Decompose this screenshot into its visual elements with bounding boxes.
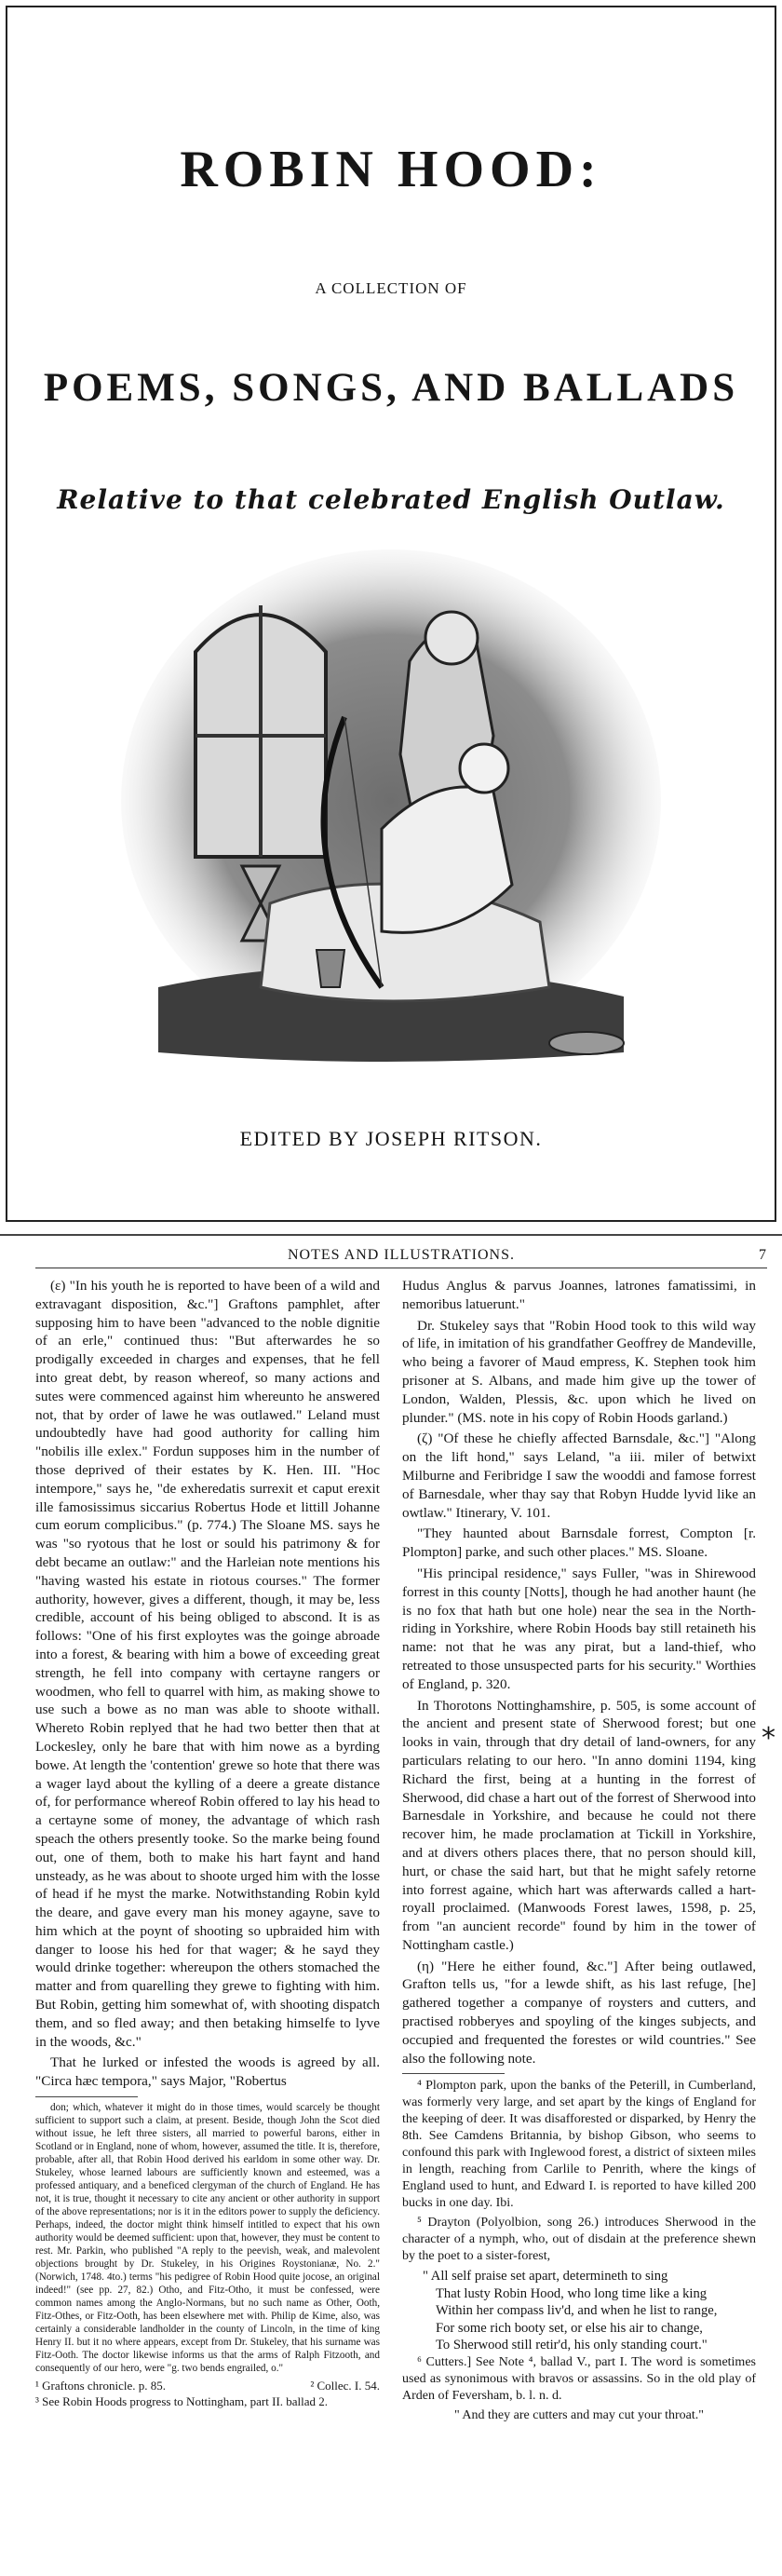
footnote-ref: ¹ Graftons chronicle. p. 85.: [35, 2379, 166, 2393]
verse-line: That lusty Robin Hood, who long time like a king: [436, 2285, 708, 2301]
book-title: ROBIN HOOD:: [180, 141, 602, 198]
left-column: [35, 1277, 380, 2409]
footnote-references: [35, 2378, 380, 2409]
verse-quotation: [423, 2268, 756, 2354]
note-paragraph: In Thorotons Nottinghamshire, p. 505, is some account of the ancient and present state of Sherwood forest; but one looks in vain, through that dry detail of land-owners, for any particulars relating to our hero. "In anno domini 1194, king Richard the first, being at a hunting in the forrest of Sherwood, did chase a hart out of the forrest of Sherwood into Barnesdale in Yorkshire, and because he could not there recover him, he made proclamation at Tickill in Yorkshire, and at divers others places there, that no person should kill, hurt, or chase the said hart, but that he might safely retorne into forrest againe, which hart was afterwards called a hart-royall proclaimed. (Manwoods Forest lawes, 1598, p. 25, from "an auncient recorde" found by him in the tower of Nottingham castle.): [402, 1697, 756, 1953]
note-paragraph-zeta: (ζ) "Of these he chiefly affected Barnsdale, &c."] "Along on the lift hond," says Leland, "a iii. miler of betwixt Milburne and Feribridge I saw the wooddi and famose forrest of Barnesdale, wher thay say that Robyn Hudde lyvid like an owtlaw." Itinerary, V. 101.: [402, 1430, 756, 1521]
margin-asterisk: *: [762, 1722, 775, 1755]
footnote: ⁴ Plompton park, upon the banks of the Peterill, in Cumberland, was formerly very large, and set apart by the kings of England for the keeping of deer. It was disafforested or disparked, by Henry the 8th. See Camdens Britannia, by bishop Gibson, who seems to confound this park with Inglewood forest, a district of sixteen miles in length, reaching from Carlile to Penrith, where the kings of England used to hunt, and Edward I. is reported to have killed 200 bucks in one day. Ibi.: [402, 2079, 756, 2211]
note-paragraph-eta: (η) "Here he either found, &c."] After being outlawed, Grafton tells us, "for a lewde shift, as his last refuge, [he] gathered together a companye of roysters and cutters, and practised robberyes and spoyling of the kinges subjects, and occupied and frequented the forestes or wild countries." See also the following note.: [402, 1958, 756, 2067]
page-number: 7: [759, 1247, 767, 1263]
footnote: ⁵ Drayton (Polyolbion, song 26.) introduces Sherwood in the character of a nymph, who, out of disdain at the preference shewn by the poet to a sister-forest,: [402, 2216, 756, 2264]
title-page: [0, 0, 782, 1234]
note-paragraph: "They haunted about Barnsdale forrest, Compton [r. Plompton] parke, and such other places." MS. Sloane.: [402, 1525, 756, 1561]
footnote-divider: [35, 2096, 138, 2097]
engraving-illustration: [102, 549, 680, 1090]
footnote-ref: ³ See Robin Hoods progress to Nottingham, part II. ballad 2.: [35, 2394, 329, 2409]
right-column: [402, 1277, 756, 2427]
book-big-title: POEMS, SONGS, AND BALLADS: [43, 366, 739, 410]
note-paragraph: "His principal residence," says Fuller, "was in Shirewood forrest in this county [Notts], though he had another haunt (he is no fox that hath but one hole) near the sea in the North-riding in Yorkshire, where Robin Hoods bay still retaineth his name: not that he was any pirat, but a land-thief, who retreated to those unsuspected parts for his security." Worthies of England, p. 320.: [402, 1565, 756, 1692]
goblet: [317, 950, 344, 987]
header-title: NOTES AND ILLUSTRATIONS.: [288, 1247, 515, 1263]
note-paragraph-epsilon: (ε) "In his youth he is reported to have been of a wild and extravagant disposition, &c."] Graftons pamphlet, after supposing him to have been "advanced to the noble dignitie of an erle," continued thus: "But afterwardes he so prodigally exceeded in charges and expenses, that he fell into great debt, by reason whereof, so many actions and sutes were commenced against him whereunto he answered not, that by order of lawe he was outlawed." Leland must undoubtedly have had good authority for calling him "nobilis ille exlex." Fordun supposes him in the number of those deprived of their estates by K. Hen. III. "Hoc intempore," says he, "de exheredatis surrexit et caput erexit ille famosissimus siccarius Robertus Hode et littill Johanne cum eorum complicibus." (p. 774.) The Sloane MS. says he was "so ryotous that he lost or sould his patrimony & for debt became an outlaw:" and the Harleian note mentions his "having wasted his estate in riotous courses." The former authority, however, gives a different, though, it may be, less credible, account of his being obliged to abscond. It is as follows: "One of his first exploytes was the goinge abroade into a forest, & bearing with him a bowe of exceeding great strength, he fell into company with certayne rangers or woodmen, who fell to quarrel with him, as making showe to use such a bowe as no man was able to shoote withall. Whereto Robin replyed that he had two better then that at Lockesley, only he bare that with him nowe as a byrding bowe. At length the 'contention' grewe so hote that there was a wager layd about the kylling of a deere a greate distance of, for performance whereof Robin offered to lay his head to a certayne some of money, the advantage of which rash speach the others presently tooke. So the marke being found out, one of them, both to make his hart faynt and hand unsteady, as he was about to shoote urged him with the losse of head if he myst the marke. Notwithstanding Robin kyld the deare, and gave every man his money agayne, save to him which at the poynt of shooting so upbraided him with danger to loose his hed for that wager; & he sayd they would drinke together: whereupon the others stomached the matter and from quarelling they grewe to fighting with him. But Robin, getting him somewhat of, with shooting dispatch them, and so fled away; and then betaking himselfe to lyve in the woods, &c.": [35, 1278, 380, 2050]
basin: [549, 1032, 624, 1054]
blackletter-line: Relative to that celebrated English Outlaw.: [57, 484, 725, 515]
running-header: [35, 1247, 767, 1268]
verse-line: To Sherwood still retir'd, his only standing court.": [436, 2338, 708, 2353]
footnote-quote: " And they are cutters and may cut your throat.": [453, 2407, 705, 2422]
footnote-ref-row: [35, 2393, 380, 2409]
editor-line: EDITED BY JOSEPH RITSON.: [239, 1127, 543, 1150]
note-paragraph: Hudus Anglus & parvus Joannes, latrones famatissimi, in nemoribus latuerunt.": [402, 1278, 756, 1312]
verse-line: For some rich booty set, or else his air to change,: [436, 2320, 703, 2336]
note-paragraph: Dr. Stukeley says that "Robin Hood took to this wild way of life, in imitation of his grandfather Geoffrey de Mandeville, who being a favorer of Maud empress, K. Stephen took him prisoner at S. Albans, and made him give up the tower of London, Walden, Plessis, &c. upon which he lived on plunder." (MS. note in his copy of Robin Hoods garland.): [402, 1317, 756, 1426]
footnote-ref: ² Collec. I. 54.: [310, 2379, 380, 2393]
footnote-ref-row: [35, 2378, 380, 2393]
footnote-divider: [402, 2073, 505, 2074]
notes-page: [0, 1234, 782, 2576]
verse-line: Within her compass liv'd, and when he list to range,: [436, 2303, 718, 2319]
book-subtitle: A COLLECTION OF: [315, 279, 467, 297]
verse-line: " All self praise set apart, determineth to sing: [423, 2269, 668, 2285]
note-paragraph-lurked: That he lurked or infested the woods is agreed by all. "Circa hæc tempora," says Major, "Robertus: [35, 2054, 380, 2090]
footnote-continued: don; which, whatever it might do in those times, would scarcely be thought sufficient to support such a claim, at present. Beside, though John the Scot died without issue, he left three sisters, all married to powerful barons, either in Scotland or in England, none of whom, however, assumed the title. It is, therefore, probable, after all, that Robin Hood derived his earldom in some other way. Dr. Stukeley, whose learned labours are sufficiently known and esteemed, was a professed antiquary, and a beneficed clergyman of the church of England. He has not, it is true, thought it necessary to cite any ancient or other authority in support of the above representations; nor is it in the editors power to supply the deficiency. Perhaps, indeed, the doctor might think himself intitled to expect that his own authority would be deemed sufficient: upon that, however, they must be content to rest. Mr. Parkin, who published "A reply to the peevish, weak, and malevolent objections brought by Dr. Stukeley, in his Origines Roystonianæ, No. 2." (Norwich, 1748. 4to.) terms "his pedigree of Robin Hood quite jocose, an original indeed!" (see pp. 27, 82.) Otho, and Fitz-Otho, it must be confessed, were common names among the Anglo-Normans, but no such name as Other, Ooth, Fitz-Othes, or Fitz-Ooth, has been elsewhere met with. Philip de Kime, also, was certainly a considerable landholder in the county of Lincoln, in the time of king Henry II. but it no where appears, except from Dr. Stukeley, that his surname was Fitz-Ooth. The doctor likewise informs us that the arms of Ralph Fitzooth, and consequently of our hero, were "g. two bends engrailed, o.": [35, 2102, 380, 2375]
footnote: ⁶ Cutters.] See Note ⁴, ballad V., part I. The word is sometimes used as synonimous with bravos or assassins. So in the old play of Arden of Feversham, b. l. n. d.: [402, 2354, 756, 2403]
